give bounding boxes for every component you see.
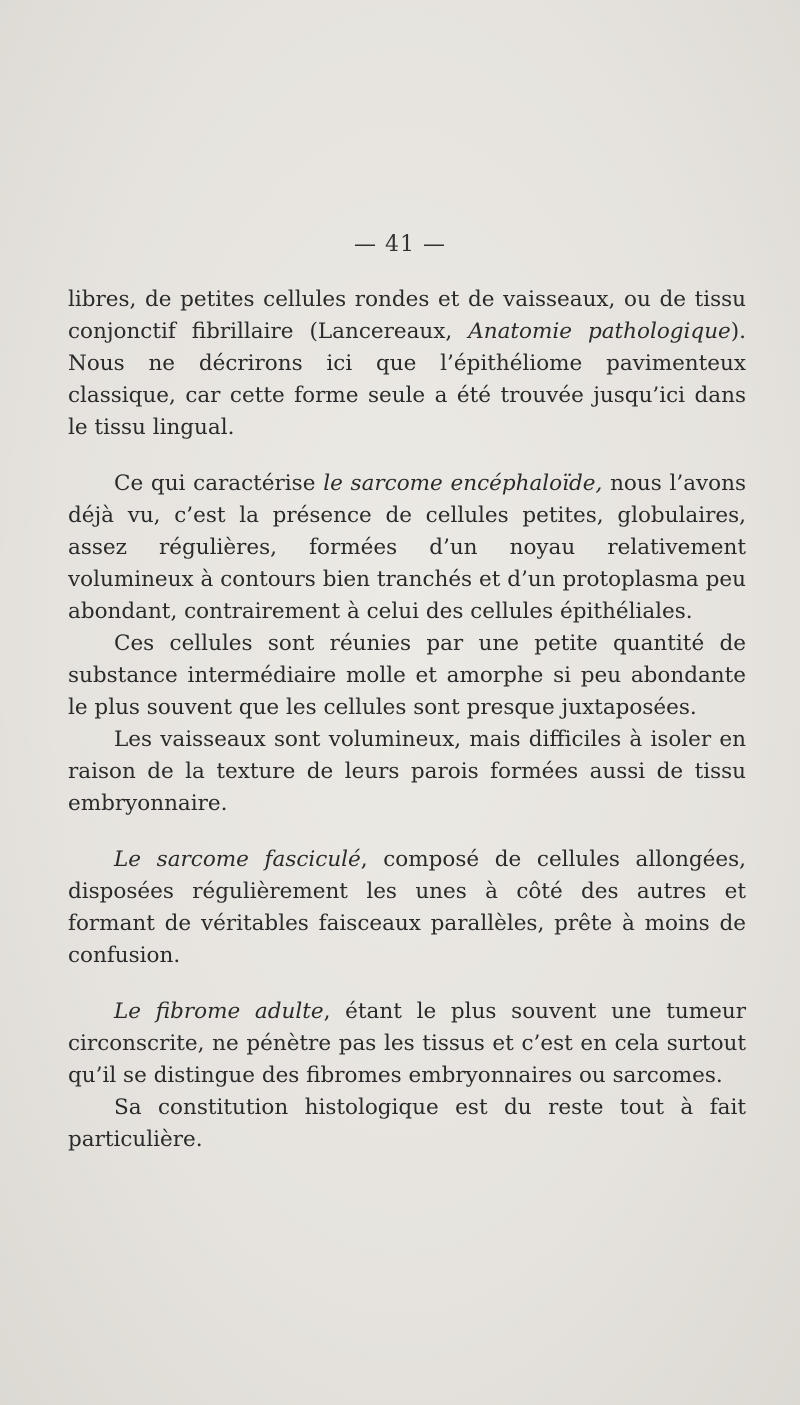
- italic-text-run: Le fibrome adulte: [114, 999, 324, 1024]
- paragraph: [68, 724, 746, 820]
- text-run: , composé de cellules allongées, disposées régulièrement les unes à côté des autres et formant de véritables faisceaux parallèles, prête à moins de confusion.: [68, 847, 746, 968]
- text-run: , étant le plus souvent une tumeur circonscrite, ne pénètre pas les tissus et c’est en cela surtout qu’il se distingue des fibromes embryonnaires ou sarcomes.: [68, 999, 746, 1088]
- text-run: Sa constitution histologique est du reste tout à fait particulière.: [68, 1095, 746, 1152]
- page-number: — 41 —: [354, 232, 446, 257]
- paragraph: [68, 844, 746, 972]
- italic-text-run: Le sarcome fasciculé: [114, 847, 361, 872]
- body-text: [68, 284, 746, 1156]
- text-run: libres, de petites cellules rondes et de vaisseaux, ou de tissu conjonctif fibrillaire (Lancereaux,: [68, 287, 746, 344]
- italic-text-run: le sarcome encéphaloïde,: [323, 471, 603, 496]
- text-run: nous l’avons déjà vu, c’est la présence de cellules petites, globulaires, assez régulières, formées d’un noyau relativement volumineux à contours bien tranchés et d’un protoplasma peu abondant, contrairement à celui des cellules épithéliales.: [68, 471, 747, 624]
- text-run: Les vaisseaux sont volumineux, mais difficiles à isoler en raison de la texture de leurs parois formées aussi de tissu embryonnaire.: [68, 727, 746, 816]
- paragraph: [68, 468, 746, 628]
- paragraph: [68, 284, 746, 444]
- text-run: Ces cellules sont réunies par une petite quantité de substance intermédiaire molle et amorphe si peu abondante le plus souvent que les cellules sont presque juxtaposées.: [68, 631, 746, 720]
- paragraph: [68, 1092, 746, 1156]
- italic-text-run: Anatomie pathologique: [468, 319, 731, 344]
- text-run: ). Nous ne décrirons ici que l’épithéliome pavimenteux classique, car cette forme seule a été trouvée jusqu’ici dans le tissu lingual.: [68, 319, 746, 440]
- paragraph: [68, 628, 746, 724]
- text-run: Ce qui caractérise: [114, 471, 324, 496]
- paragraph: [68, 996, 746, 1092]
